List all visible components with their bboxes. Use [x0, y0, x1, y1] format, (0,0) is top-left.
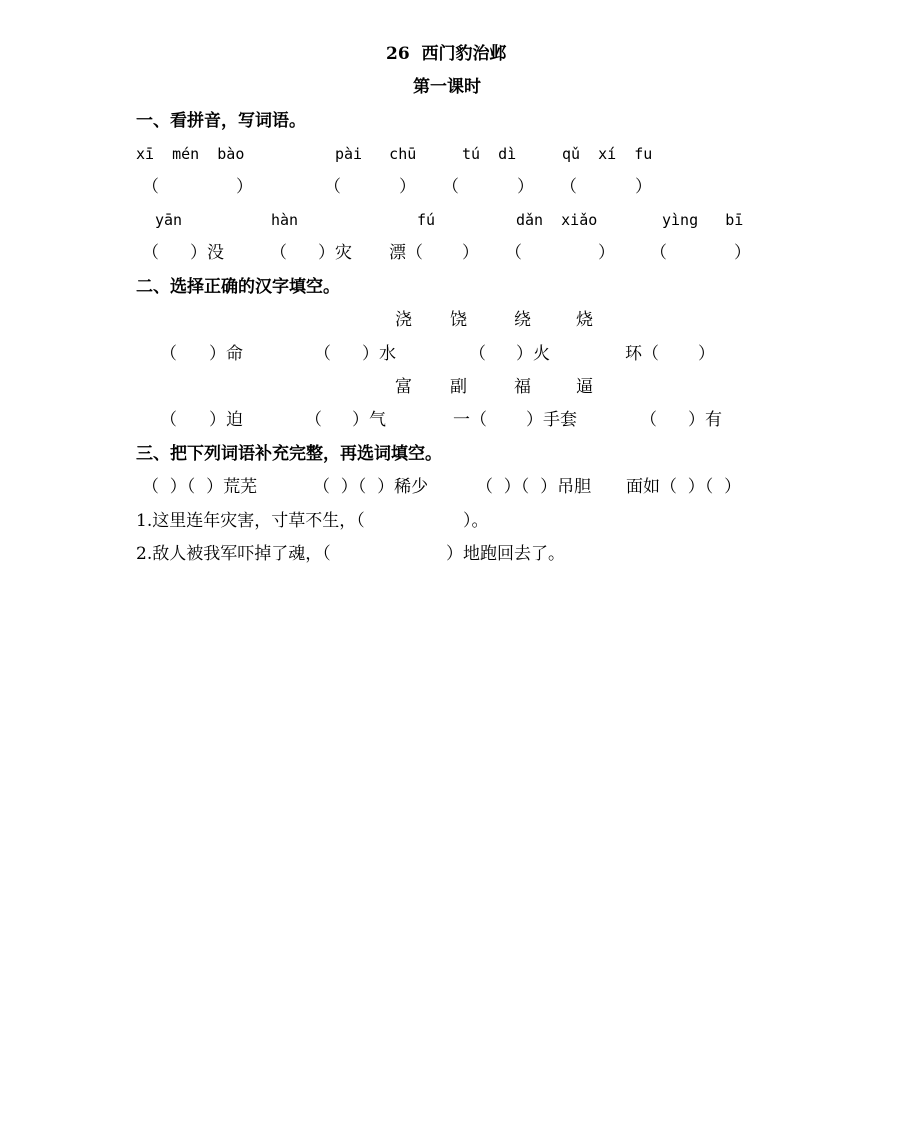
- section1-heading: 一、看拼音，写词语。: [136, 111, 306, 131]
- blank-piao: 漂（: [389, 243, 423, 263]
- char-option: 福: [514, 377, 531, 397]
- blank-open: （: [560, 177, 577, 197]
- blank-shoutao: ）手套: [526, 410, 577, 430]
- char-option: 逼: [576, 377, 593, 397]
- pinyin-xi-men-bao: xī mén bào: [136, 145, 245, 163]
- pinyin-dan-xiao: dǎn xiǎo: [516, 211, 598, 229]
- sentence-1-start: 1.这里连年灾害，寸草不生，（: [136, 511, 365, 531]
- blank-open: （: [305, 410, 322, 430]
- char-option: 烧: [576, 310, 593, 330]
- char-option: 浇: [395, 310, 412, 330]
- blank-open: （: [650, 243, 667, 263]
- pinyin-ying-bi: yìng bī: [662, 211, 744, 229]
- sentence-2-end: ）地跑回去了。: [446, 544, 565, 564]
- blank-open: （: [469, 344, 486, 364]
- char-option: 副: [450, 377, 467, 397]
- pinyin-qu-xi-fu: qǔ xí fu: [562, 145, 653, 163]
- lesson-subtitle: 第一课时: [413, 77, 481, 97]
- blank-yi: 一（: [453, 410, 487, 430]
- blank-open: （: [505, 243, 522, 263]
- blank-open: （: [640, 410, 657, 430]
- idiom-diaodan: （ ）（ ）吊胆: [476, 477, 592, 497]
- idiom-xishao: （ ）（ ）稀少: [313, 477, 429, 497]
- sentence-2-start: 2.敌人被我军吓掉了魂，（: [136, 544, 331, 564]
- blank-close: ）: [462, 243, 479, 263]
- blank-ming: ）命: [209, 344, 243, 364]
- pinyin-pai-chu: pài chū: [335, 145, 417, 163]
- blank-open: （: [142, 243, 159, 263]
- idiom-huangwu: （ ）（ ）荒芜: [142, 477, 258, 497]
- blank-close: ）: [598, 243, 615, 263]
- pinyin-fu: fú: [417, 211, 436, 229]
- pinyin-tu-di: tú dì: [462, 145, 517, 163]
- blank-huo: ）火: [516, 344, 550, 364]
- blank-close: ）: [399, 177, 416, 197]
- blank-close: ）: [698, 344, 715, 364]
- char-option: 饶: [450, 310, 467, 330]
- blank-open: （: [160, 410, 177, 430]
- blank-open: （: [314, 344, 331, 364]
- blank-huan: 环（: [625, 344, 659, 364]
- blank-close: ）: [517, 177, 534, 197]
- blank-close: ）: [635, 177, 652, 197]
- blank-open: （: [442, 177, 459, 197]
- idiom-mianru: 面如（ ）（ ）: [626, 477, 742, 497]
- blank-qi: ）气: [352, 410, 386, 430]
- blank-zai: ）灾: [318, 243, 352, 263]
- lesson-title: 26 西门豹治邺: [386, 44, 507, 64]
- section3-heading: 三、把下列词语补充完整，再选词填空。: [136, 444, 442, 464]
- blank-open: （: [324, 177, 341, 197]
- blank-po: ）迫: [209, 410, 243, 430]
- blank-close: ）: [236, 177, 253, 197]
- blank-you: ）有: [688, 410, 722, 430]
- blank-close: ）: [734, 243, 751, 263]
- char-option: 富: [395, 377, 412, 397]
- blank-shui: ）水: [362, 344, 396, 364]
- char-option: 绕: [514, 310, 531, 330]
- blank-open: （: [270, 243, 287, 263]
- blank-mei: ）没: [190, 243, 224, 263]
- pinyin-yan: yān: [155, 211, 183, 229]
- pinyin-han: hàn: [271, 211, 299, 229]
- section2-heading: 二、选择正确的汉字填空。: [136, 277, 340, 297]
- blank-open: （: [160, 344, 177, 364]
- sentence-1-end: ）。: [463, 511, 489, 531]
- blank-open: （: [142, 177, 159, 197]
